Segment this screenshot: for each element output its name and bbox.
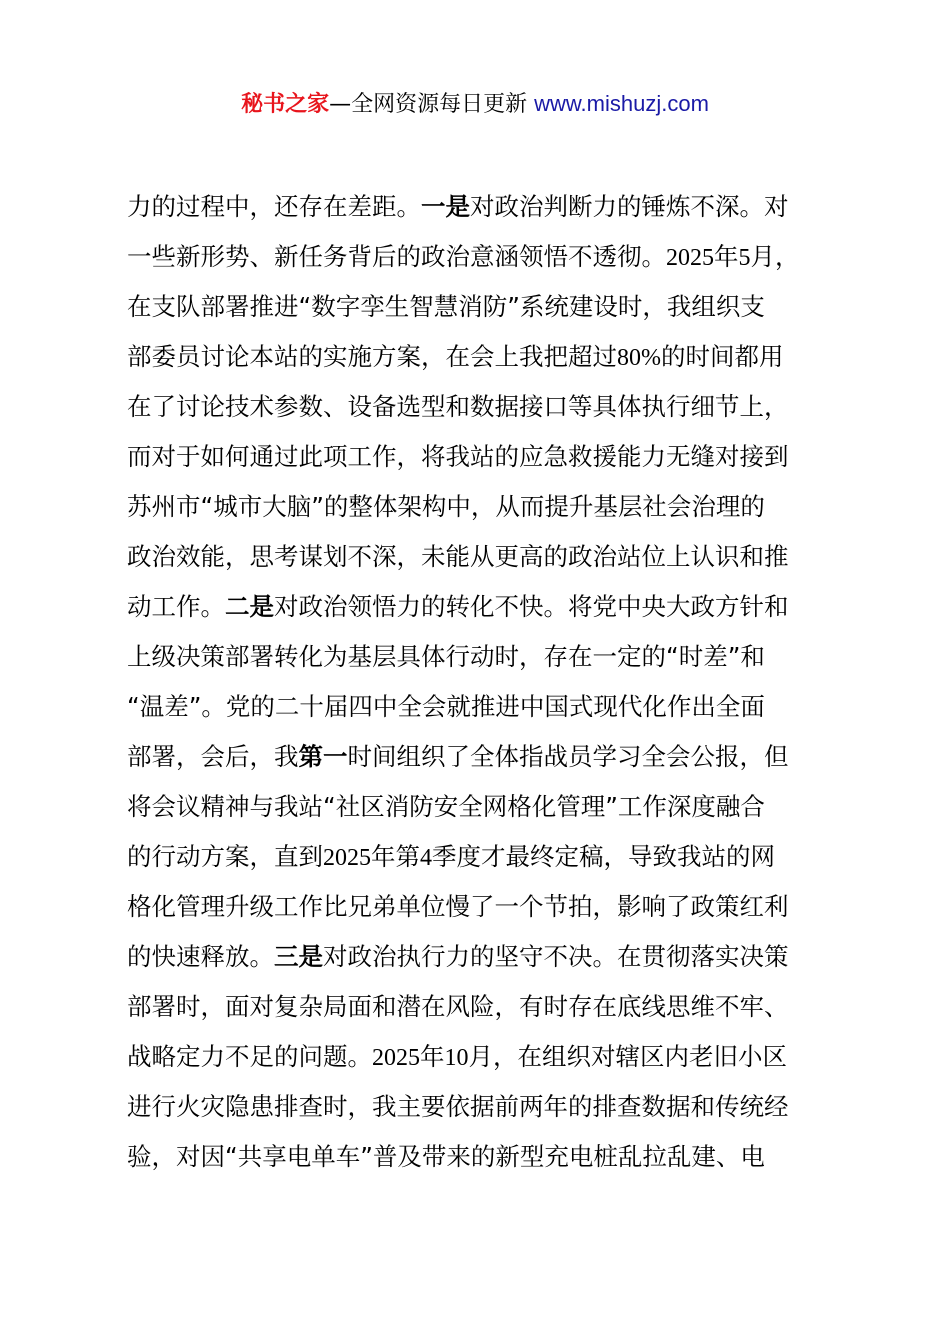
number: 80% (617, 345, 661, 371)
text-line (127, 832, 847, 882)
bold-keyword: 第一 (298, 742, 348, 771)
text-line: 格化管理升级工作比兄弟单位慢了一个节拍，影响了政策红利 (127, 892, 789, 921)
text-line: “温差”。党的二十届四中全会就推进中国式现代化作出全面 (127, 692, 765, 721)
text-line (127, 732, 847, 782)
text-segment: 年第 (371, 842, 420, 871)
text-segment: 的时间都用 (661, 342, 784, 371)
text-segment: 季度才最终定稿，导致我站的网 (432, 842, 775, 871)
number: 4 (420, 845, 432, 871)
text-line: 进行火灾隐患排查时，我主要依据前两年的排查数据和传统经 (127, 1092, 789, 1121)
text-line: 政治效能，思考谋划不深，未能从更高的政治站位上认识和推 (127, 542, 789, 571)
number: 5 (738, 245, 751, 271)
text-segment: 月，在组织对辖区内老旧小区 (468, 1042, 787, 1071)
text-line (127, 332, 847, 382)
text-segment: 部委员讨论本站的实施方案，在会上我把超过 (127, 342, 617, 371)
bold-keyword: 二是 (225, 592, 274, 621)
header-tagline: —全网资源每日更新 (329, 92, 535, 117)
text-segment: 对政治执行力的坚守不决。在贯彻落实决策 (323, 942, 789, 971)
text-segment: 年 (714, 242, 739, 271)
text-line: 部署时，面对复杂局面和潜在风险，有时存在底线思维不牢、 (127, 992, 789, 1021)
text-line (127, 1032, 847, 1082)
text-segment: 一些新形势、新任务背后的政治意涵领悟不透彻。 (127, 242, 666, 271)
text-segment: 时间组织了全体指战员学习全会公报，但 (347, 742, 789, 771)
text-segment: 力的过程中，还存在差距。 (127, 192, 421, 221)
text-line (127, 182, 847, 232)
text-line: 在了讨论技术参数、设备选型和数据接口等具体执行细节上， (127, 392, 789, 421)
text-line (127, 932, 847, 982)
brand-name: 秘书之家 (241, 92, 330, 117)
text-line: 而对于如何通过此项工作，将我站的应急救援能力无缝对接到 (127, 442, 789, 471)
text-line (127, 582, 847, 632)
text-segment: 年 (420, 1042, 445, 1071)
bold-keyword: 三是 (274, 942, 323, 971)
text-segment: 对政治判断力的锤炼不深。对 (470, 192, 789, 221)
bold-keyword: 一是 (421, 192, 470, 221)
text-line: 在支队部署推进“数字孪生智慧消防”系统建设时，我组织支 (127, 292, 765, 321)
text-line (127, 232, 847, 282)
text-line: 上级决策部署转化为基层具体行动时，存在一定的“时差”和 (127, 642, 765, 671)
text-line: 将会议精神与我站“社区消防安全网格化管理”工作深度融合 (127, 792, 765, 821)
document-body (127, 182, 847, 1182)
text-segment: 月， (750, 242, 800, 271)
text-segment: 对政治领悟力的转化不快。将党中央大政方针和 (274, 592, 789, 621)
site-url-link[interactable]: www.mishuzj.com (534, 91, 709, 116)
text-segment: 的快速释放。 (127, 942, 274, 971)
text-segment: 动工作。 (127, 592, 225, 621)
site-header (0, 88, 950, 121)
number: 2025 (323, 845, 371, 871)
text-segment: 战略定力不足的问题。 (127, 1042, 372, 1071)
text-segment: 的行动方案，直到 (127, 842, 323, 871)
number: 10 (444, 1045, 469, 1071)
text-line: 苏州市“城市大脑”的整体架构中，从而提升基层社会治理的 (127, 492, 765, 521)
text-line: 验，对因“共享电单车”普及带来的新型充电桩乱拉乱建、电 (127, 1142, 765, 1171)
number: 2025 (666, 245, 714, 271)
text-segment: 部署，会后，我 (127, 742, 299, 771)
number: 2025 (372, 1045, 420, 1071)
